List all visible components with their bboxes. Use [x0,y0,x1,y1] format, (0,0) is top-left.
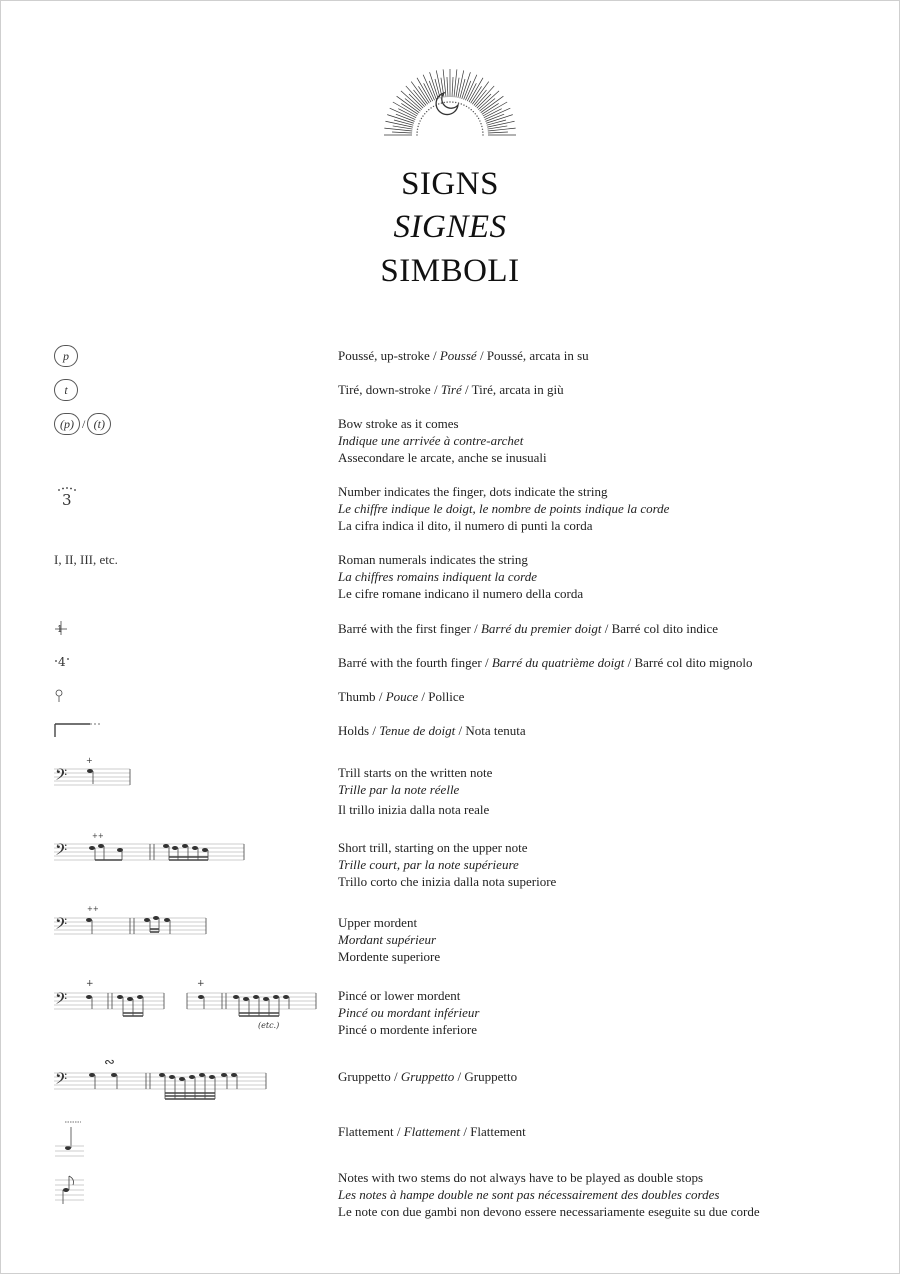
row-pousse: Poussé, up-stroke / Poussé / Poussé, arcata in su [338,348,589,363]
svg-text:4: 4 [58,655,66,669]
pince-staff-example [54,976,324,1040]
barre-first-symbol [54,620,74,640]
row-finger-dots: Number indicates the finger, dots indicate the string Le chiffre indique le doigt, le nombre de points indique la corde La cifra indica il dito, il numero di punti la corda [338,484,670,533]
sun-moon-logo-icon [382,55,518,139]
two-stems-staff-example [54,1170,94,1214]
svg-text:𝄢: 𝄢 [55,1070,68,1092]
etc-label: (etc.) [258,1021,280,1030]
title-english: SIGNS [401,166,499,202]
svg-text:𝄢: 𝄢 [55,990,68,1012]
roman-numerals-symbol: I, II, III, etc. [54,552,118,567]
svg-text:𝄢: 𝄢 [55,915,68,937]
circled-t: t [54,379,78,401]
row-tire: Tiré, down-stroke / Tiré / Tiré, arcata in giù [338,382,564,397]
row-short-trill: Short trill, starting on the upper note Trille court, par la note supérieure Trillo corto che inizia dalla nota superiore [338,840,557,889]
row-two-stems: Notes with two stems do not always have to be played as double stops Les notes à hampe double ne sont pas nécessairement des doubles cordes Le note con due gambi non devono essere necessariamente eseguite su due corde [338,1170,760,1219]
title-italian: SIMBOLI [380,253,520,289]
thumb-icon [54,688,68,708]
svg-text:1: 1 [57,625,63,635]
tire-symbol [54,379,78,401]
svg-text:+: + [197,979,205,989]
row-upper-mordent: Upper mordent Mordant supérieur Mordente superiore [338,915,441,964]
title-french: SIGNES [393,209,507,245]
gruppetto-staff-example [54,1056,274,1110]
svg-text:∾: ∾ [104,1056,115,1070]
row-flattement: Flattement / Flattement / Flattement [338,1124,526,1139]
trill-staff-example [54,752,134,796]
svg-text:𝄢: 𝄢 [55,766,68,788]
svg-text:++: ++ [87,905,99,913]
circled-paren-t: (t) [87,413,111,435]
short-trill-staff-example [54,829,249,873]
svg-text:+: + [86,756,93,765]
flattement-staff-example [54,1117,94,1163]
pousse-symbol [54,345,78,367]
row-trill-written: Trill starts on the written note Trille par la note réelle Il trillo inizia dalla nota reale [338,765,493,817]
barre-fourth-symbol [54,654,74,674]
row-thumb: Thumb / Pouce / Pollice [338,689,465,704]
svg-text:+: + [86,979,94,989]
row-gruppetto: Gruppetto / Gruppetto / Gruppetto [338,1069,518,1084]
row-roman-numerals: Roman numerals indicates the string La chiffres romains indiquent la corde Le cifre romane indicano il numero della corda [338,552,584,601]
svg-text:𝄢: 𝄢 [55,841,68,863]
upper-mordent-staff-example [54,901,214,945]
bow-stroke-symbol: (p) / (t) [54,413,111,435]
finger-dots-symbol [54,486,84,514]
row-barre-first: Barré with the first finger / Barré du premier doigt / Barré col dito indice [338,621,719,636]
svg-text:++: ++ [92,832,104,840]
finger-number: 3 [62,491,72,509]
circled-paren-p: (p) [54,413,80,435]
holds-symbol [54,721,106,743]
circled-p: p [54,345,78,367]
row-pince: Pincé or lower mordent Pincé ou mordant inférieur Pincé o mordente inferiore [338,988,480,1037]
row-bow-stroke: Bow stroke as it comes Indique une arrivée à contre-archet Assecondare le arcate, anche se inusuali [338,416,547,465]
row-holds: Holds / Tenue de doigt / Nota tenuta [338,723,526,738]
row-barre-fourth: Barré with the fourth finger / Barré du quatrième doigt / Barré col dito mignolo [338,655,753,670]
